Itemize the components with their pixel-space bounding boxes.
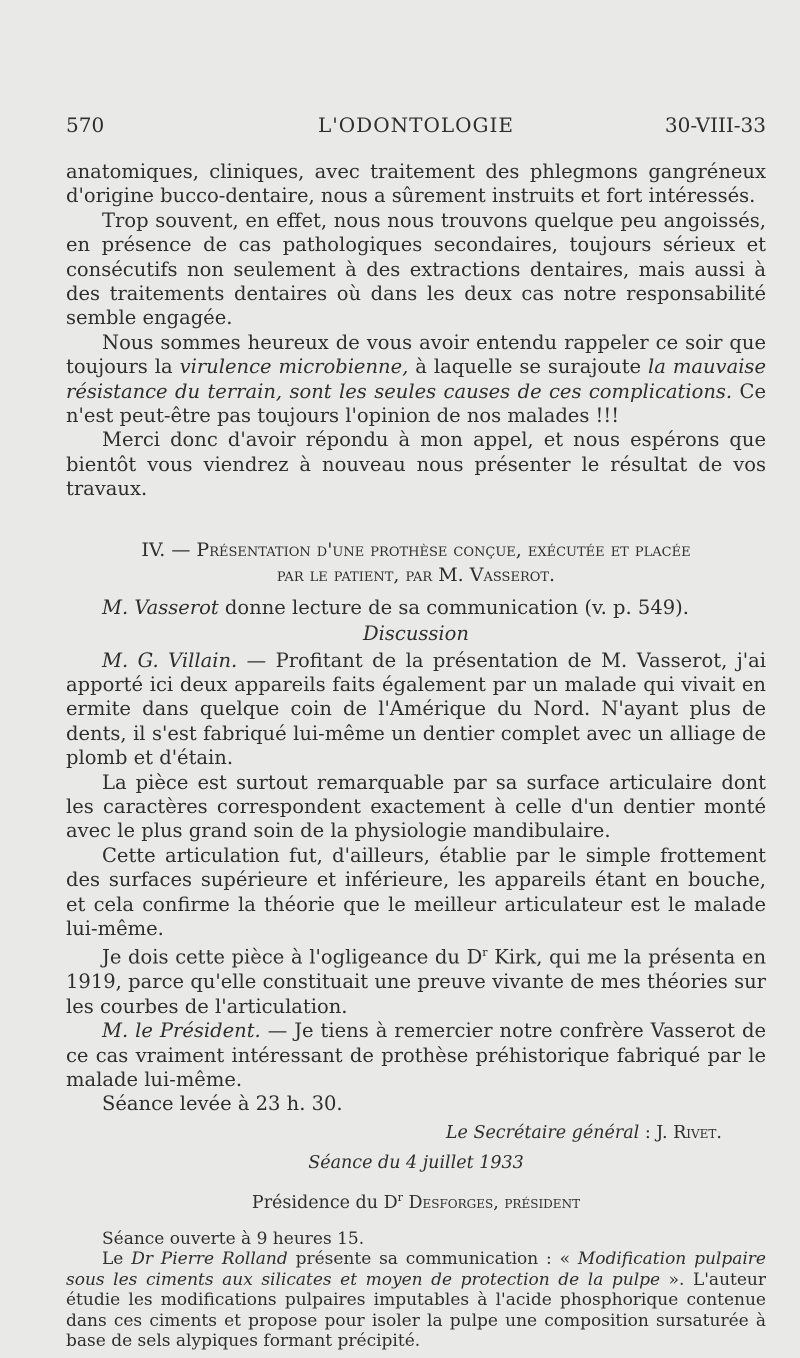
text-run: Présidence du D [251, 1192, 398, 1213]
paragraph: La pièce est surtout remarquable par sa surface articulaire dont les caractères correspondent exactement à celle d'un dentier monté avec le plus grand soin de la physiologie mandibulaire. [66, 770, 766, 843]
text-run: Le [102, 1249, 132, 1270]
paragraph: Séance levée à 23 h. 30. [102, 1092, 343, 1116]
paragraph [66, 941, 766, 1019]
text-run: présente sa communication : « [287, 1249, 578, 1270]
discussion-heading: Discussion [363, 622, 469, 646]
paragraph [66, 1249, 766, 1352]
signature-role: Le Secrétaire général [445, 1122, 640, 1143]
journal-title: L'ODONTOLOGIE [318, 113, 514, 137]
text-run: Desforges, président [402, 1192, 581, 1213]
speaker-name: M. G. Villain. [102, 648, 238, 672]
section-title-line: par le patient, par M. Vasserot. [276, 563, 556, 586]
speaker-name: M. le Président. [102, 1019, 261, 1043]
page-number: 570 [66, 113, 105, 137]
italic-run: la mauvaise résistance du terrain, sont les seules causes de ces complications. [66, 355, 766, 403]
issue-date: 30-VIII-33 [664, 113, 766, 137]
text-run: à laquelle se surajoute [408, 355, 649, 379]
section-title [66, 538, 766, 588]
paragraph [66, 1019, 766, 1092]
text-run: — Profitant de la présentation de M. Vasserot, j'ai apporté ici deux appareils faits également par un malade qui vivait en ermite dans quelque coin de l'Amérique du Nord. N'ayant plus de dents, il s'est fabriqué lui-même un dentier complet avec un alliage de plomb et d'étain. [66, 648, 766, 770]
text-run: donne lecture de sa communication (v. p. 549). [218, 595, 689, 619]
paragraph [66, 649, 766, 771]
signature-name: J. Rivet. [656, 1122, 722, 1143]
paragraph [66, 331, 766, 429]
italic-run: virulence microbienne, [179, 355, 409, 379]
speaker-name: M. Vasserot [102, 595, 219, 619]
section-title-line: IV. — Présentation d'une prothèse conçue, exécutée et placée [141, 538, 691, 561]
superscript: r [482, 946, 488, 960]
paragraph: Cette articulation fut, d'ailleurs, établie par le simple frottement des surfaces supérieure et inférieure, les appareils étant en bouche, et cela confirme la théorie que le meilleur articulateur est le malade lui-même. [66, 843, 766, 940]
paragraph: Merci donc d'avoir répondu à mon appel, et nous espérons que bientôt vous viendrez à nouveau nous présenter le résultat de vos travaux. [66, 428, 766, 501]
signature [66, 1121, 722, 1145]
signature-separator: : [639, 1122, 657, 1143]
paragraph: Trop souvent, en effet, nous nous trouvons quelque peu angoissés, en présence de cas pathologiques secondaires, toujours sérieux et consécutifs non seulement à des extractions dentaires, mais aussi à des traitements dentaires où dans les deux cas notre responsabilité semble engagée. [66, 208, 766, 330]
text-run: Ce n'est peut-être pas toujours l'opinion de nos malades !!! [66, 379, 766, 428]
text-run: Nous sommes heureux de vous avoir entendu rappeler ce soir que toujours la [66, 330, 766, 379]
text-run: — Je tiens à remercier notre confrère Vasserot de ce cas vraiment intéressant de prothèse préhistorique fabriqué par le malade lui-même. [66, 1019, 766, 1091]
running-header [66, 113, 766, 143]
article-body [66, 160, 766, 1352]
text-run: Je dois cette pièce à l'ogligeance du D [102, 945, 483, 969]
presidence-line [66, 1186, 766, 1215]
session-notes [66, 1229, 766, 1352]
italic-run: Modification pulpaire sous les ciments aux silicates et moyen de protection de la pulpe [66, 1249, 766, 1290]
text-run: Kirk, qui me la présenta en 1919, parce qu'elle constituait une preuve vivante de mes théories sur les courbes de l'articulation. [66, 945, 767, 1018]
superscript: r [397, 1190, 403, 1204]
italic-run: Dr Pierre Rolland [131, 1249, 288, 1270]
paragraph [66, 596, 766, 620]
session-date: Séance du 4 juillet 1933 [308, 1153, 524, 1174]
text-run: ». L'auteur étudie les modifications pulpaires imputables à l'acide phosphorique contenue dans ces ciments et propose pour isoler la pulpe une composition sursaturée à base de sels alypiques formant précipité. [66, 1269, 766, 1352]
paragraph: Séance ouverte à 9 heures 15. [102, 1228, 365, 1249]
paragraph: anatomiques, cliniques, avec traitement des phlegmons gangréneux d'origine bucco-dentaire, nous a sûrement instruits et fort intéressés. [66, 160, 766, 208]
